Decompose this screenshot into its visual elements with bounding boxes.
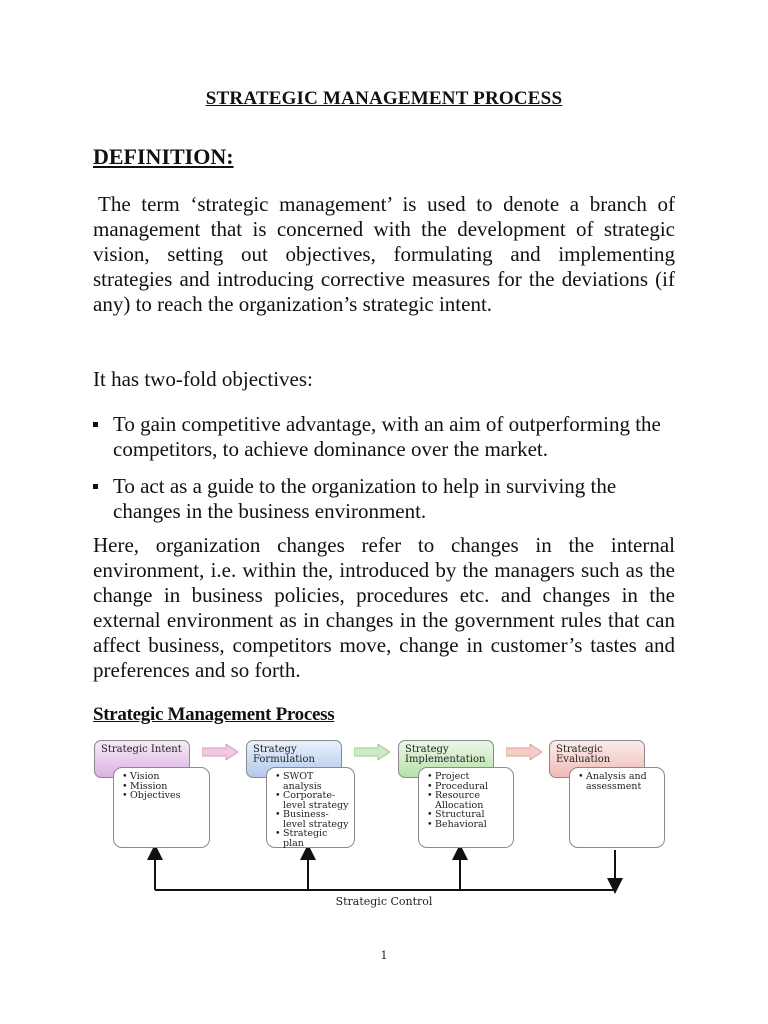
stage-label-line2: Evaluation	[556, 754, 611, 765]
list-item: • Objectives	[122, 791, 205, 801]
right-arrow-icon	[506, 744, 542, 760]
right-arrow-icon	[202, 744, 238, 760]
list-item-text: To gain competitive advantage, with an aim of outperforming the competitors, to achieve dominance over the market.	[113, 412, 661, 461]
page-number: 1	[380, 949, 388, 962]
stage-detail-box	[113, 767, 210, 848]
stage-label: Strategic Intent	[101, 744, 182, 755]
stage-detail-box	[569, 767, 665, 848]
objectives-intro: It has two-fold objectives:	[93, 367, 313, 391]
strategic-control-label: Strategic Control	[335, 895, 433, 908]
list-item: • Structural	[427, 810, 509, 820]
list-item: • Strategic plan	[275, 829, 350, 848]
changes-paragraph: Here, organization changes refer to changes in the internal environment, i.e. within the, introduced by the managers such as the change in business policies, procedures etc. and changes in the external environment as in changes in the government rules that can affect business, competitors move, change in customer’s tastes and preferences and so forth.	[93, 533, 675, 682]
stage-label-line2: Formulation	[253, 754, 315, 765]
diagram-title: Strategic Management Process	[93, 704, 335, 725]
right-arrow-icon	[354, 744, 390, 760]
list-item: • Resource Allocation	[427, 791, 509, 810]
stage-detail-box	[266, 767, 355, 848]
stage-label: Strategic	[556, 744, 603, 755]
list-item: • Analysis and assessment	[578, 772, 660, 791]
list-item: • Corporate-level strategy	[275, 791, 350, 810]
list-item: • Project	[427, 772, 509, 782]
stage-detail-box	[418, 767, 514, 848]
list-item: • Procedural	[427, 782, 509, 792]
definition-paragraph: The term ‘strategic management’ is used to denote a branch of management that is concerned with the development of strategic vision, setting out objectives, formulating and implementing strategies and introducing corrective measures for the deviations (if any) to reach the organization’s strategic intent.	[93, 192, 675, 316]
list-item: • Business-level strategy	[275, 810, 350, 829]
list-item: • Vision	[122, 772, 205, 782]
list-item-text: To act as a guide to the organization to help in surviving the changes in the business environment.	[113, 474, 617, 523]
stage-label: Strategy	[253, 744, 297, 755]
document-title: STRATEGIC MANAGEMENT PROCESS	[205, 88, 563, 109]
list-item: • Mission	[122, 782, 205, 792]
stage-label-line2: Implementation	[405, 754, 486, 765]
list-item: • Behavioral	[427, 820, 509, 830]
list-item: • SWOT analysis	[275, 772, 350, 791]
stage-label: Strategy	[405, 744, 449, 755]
definition-heading: DEFINITION:	[93, 144, 234, 169]
